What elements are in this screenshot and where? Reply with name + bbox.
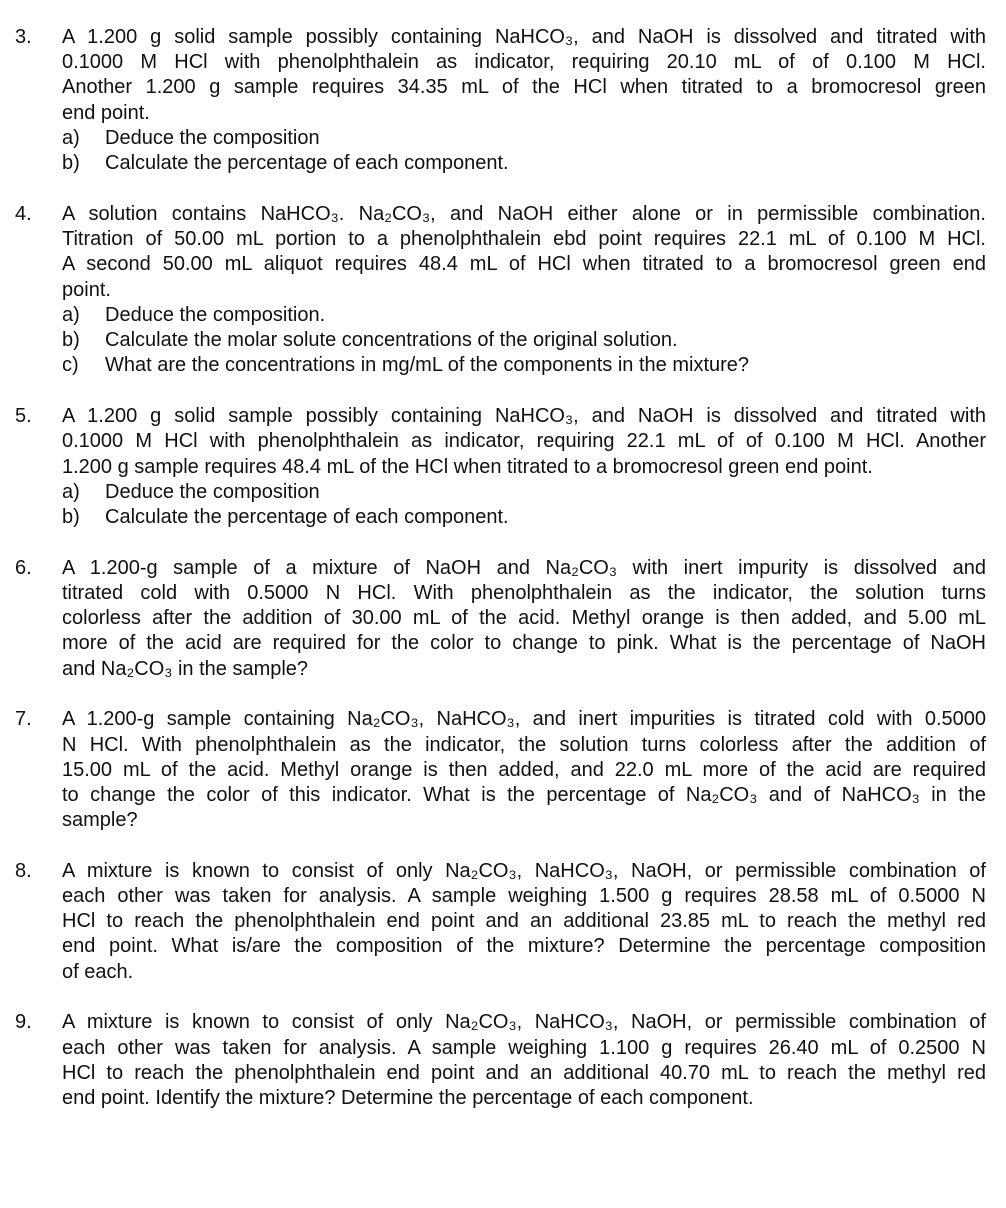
sub-question	[62, 353, 986, 378]
problem-text-line: A 1.200 g solid sample possibly containing NaHCO₃, and NaOH is dissolved and titrated with	[62, 405, 986, 428]
sub-question	[62, 151, 986, 176]
problem-item	[15, 556, 986, 682]
sub-question-text: Calculate the percentage of each component.	[105, 506, 509, 529]
problem-text-line: end point. What is/are the composition of the mixture? Determine the percentage composition	[62, 935, 986, 958]
problem-text-line: A 1.200 g solid sample possibly containing NaHCO₃, and NaOH is dissolved and titrated with	[62, 26, 986, 48]
problem-text-line: to change the color of this indicator. What is the percentage of Na₂CO₃ and of NaHCO₃ in the	[62, 783, 986, 806]
sub-question-text: Calculate the percentage of each component.	[105, 152, 509, 175]
problem-text-line: HCl to reach the phenolphthalein end point and an additional 23.85 mL to reach the methyl red	[62, 910, 986, 933]
problem-text-line: 0.1000 M HCl with phenolphthalein as indicator, requiring 22.1 mL of of 0.100 M HCl. Another	[62, 430, 986, 453]
problem-body	[62, 404, 986, 530]
problem-text-line: A mixture is known to consist of only Na₂CO₃, NaHCO₃, NaOH, or permissible combination of	[62, 1011, 986, 1034]
sub-question-text: Calculate the molar solute concentrations of the original solution.	[105, 329, 678, 352]
sub-question	[62, 303, 986, 328]
problem-text-line: 0.1000 M HCl with phenolphthalein as indicator, requiring 20.10 mL of of 0.100 M HCl.	[62, 51, 986, 74]
sub-question-label: b)	[62, 506, 80, 529]
problem-text-line: titrated cold with 0.5000 N HCl. With phenolphthalein as the indicator, the solution turns	[62, 582, 986, 605]
problem-text-line: A 1.200-g sample of a mixture of NaOH and Na₂CO₃ with inert impurity is dissolved and	[62, 556, 986, 579]
problem-number: 4.	[15, 202, 32, 225]
sub-question-text: Deduce the composition	[105, 126, 320, 149]
problem-body	[62, 859, 986, 985]
sub-question-text: What are the concentrations in mg/mL of the components in the mixture?	[105, 354, 750, 377]
problem-number: 7.	[15, 708, 32, 731]
problem-item	[15, 25, 986, 176]
problem-body	[62, 25, 986, 176]
problem-item	[15, 707, 986, 833]
problem-text-line: sample?	[62, 809, 138, 832]
sub-question-label: c)	[62, 354, 79, 377]
problem-text-line: Another 1.200 g sample requires 34.35 mL of the HCl when titrated to a bromocresol green	[62, 76, 986, 99]
sub-question-label: a)	[62, 480, 80, 503]
problem-text-line: of each.	[62, 960, 134, 983]
problem-text-line: HCl to reach the phenolphthalein end point and an additional 40.70 mL to reach the methyl red	[62, 1061, 986, 1084]
problem-text-line: A second 50.00 mL aliquot requires 48.4 mL of HCl when titrated to a bromocresol green end	[62, 253, 986, 276]
problem-item	[15, 404, 986, 530]
problem-text-line: Titration of 50.00 mL portion to a phenolphthalein ebd point requires 22.1 mL of 0.100 M HCl.	[62, 228, 986, 251]
sub-question-text: Deduce the composition	[105, 480, 320, 503]
sub-question	[62, 505, 986, 530]
problem-text-line: end point. Identify the mixture? Determine the percentage of each component.	[62, 1086, 754, 1109]
problem-number: 3.	[15, 26, 32, 48]
sub-question-text: Deduce the composition.	[105, 303, 326, 326]
problem-item	[15, 859, 986, 985]
problem-number: 9.	[15, 1011, 32, 1034]
problem-text-line: more of the acid are required for the color to change to pink. What is the percentage of NaOH	[62, 632, 986, 655]
sub-question-label: b)	[62, 329, 80, 352]
problem-number: 8.	[15, 859, 32, 882]
problem-text-line: point.	[62, 278, 111, 301]
problem-text-line: each other was taken for analysis. A sample weighing 1.500 g requires 28.58 mL of 0.5000 N	[62, 885, 986, 908]
problem-body	[62, 556, 986, 682]
problem-body	[62, 1010, 986, 1111]
problem-item	[15, 202, 986, 379]
problem-text-line: end point.	[62, 101, 150, 124]
problem-text-line: colorless after the addition of 30.00 mL of the acid. Methyl orange is then added, and 5.00 mL	[62, 607, 986, 630]
sub-question-label: a)	[62, 126, 80, 149]
problem-text-line: A 1.200-g sample containing Na₂CO₃, NaHCO₃, and inert impurities is titrated cold with 0.5000	[62, 708, 986, 731]
sub-question	[62, 480, 986, 505]
problem-text-line: each other was taken for analysis. A sample weighing 1.100 g requires 26.40 mL of 0.2500 N	[62, 1036, 986, 1059]
problem-text-line: and Na₂CO₃ in the sample?	[62, 657, 309, 680]
sub-question-label: a)	[62, 303, 80, 326]
problem-number: 6.	[15, 556, 32, 579]
problem-number: 5.	[15, 405, 32, 428]
problem-text-line: 1.200 g sample requires 48.4 mL of the HCl when titrated to a bromocresol green end point.	[62, 455, 873, 478]
sub-question	[62, 126, 986, 151]
problem-item	[15, 1010, 986, 1111]
sub-question	[62, 328, 986, 353]
problem-text-line: N HCl. With phenolphthalein as the indicator, the solution turns colorless after the addition of	[62, 733, 986, 756]
sub-question-label: b)	[62, 152, 80, 175]
problem-body	[62, 202, 986, 379]
problem-text-line: 15.00 mL of the acid. Methyl orange is then added, and 22.0 mL more of the acid are required	[62, 758, 986, 781]
problem-body	[62, 707, 986, 833]
problem-text-line: A solution contains NaHCO₃. Na₂CO₃, and NaOH either alone or in permissible combination.	[62, 202, 986, 225]
problem-text-line: A mixture is known to consist of only Na₂CO₃, NaHCO₃, NaOH, or permissible combination of	[62, 859, 986, 882]
